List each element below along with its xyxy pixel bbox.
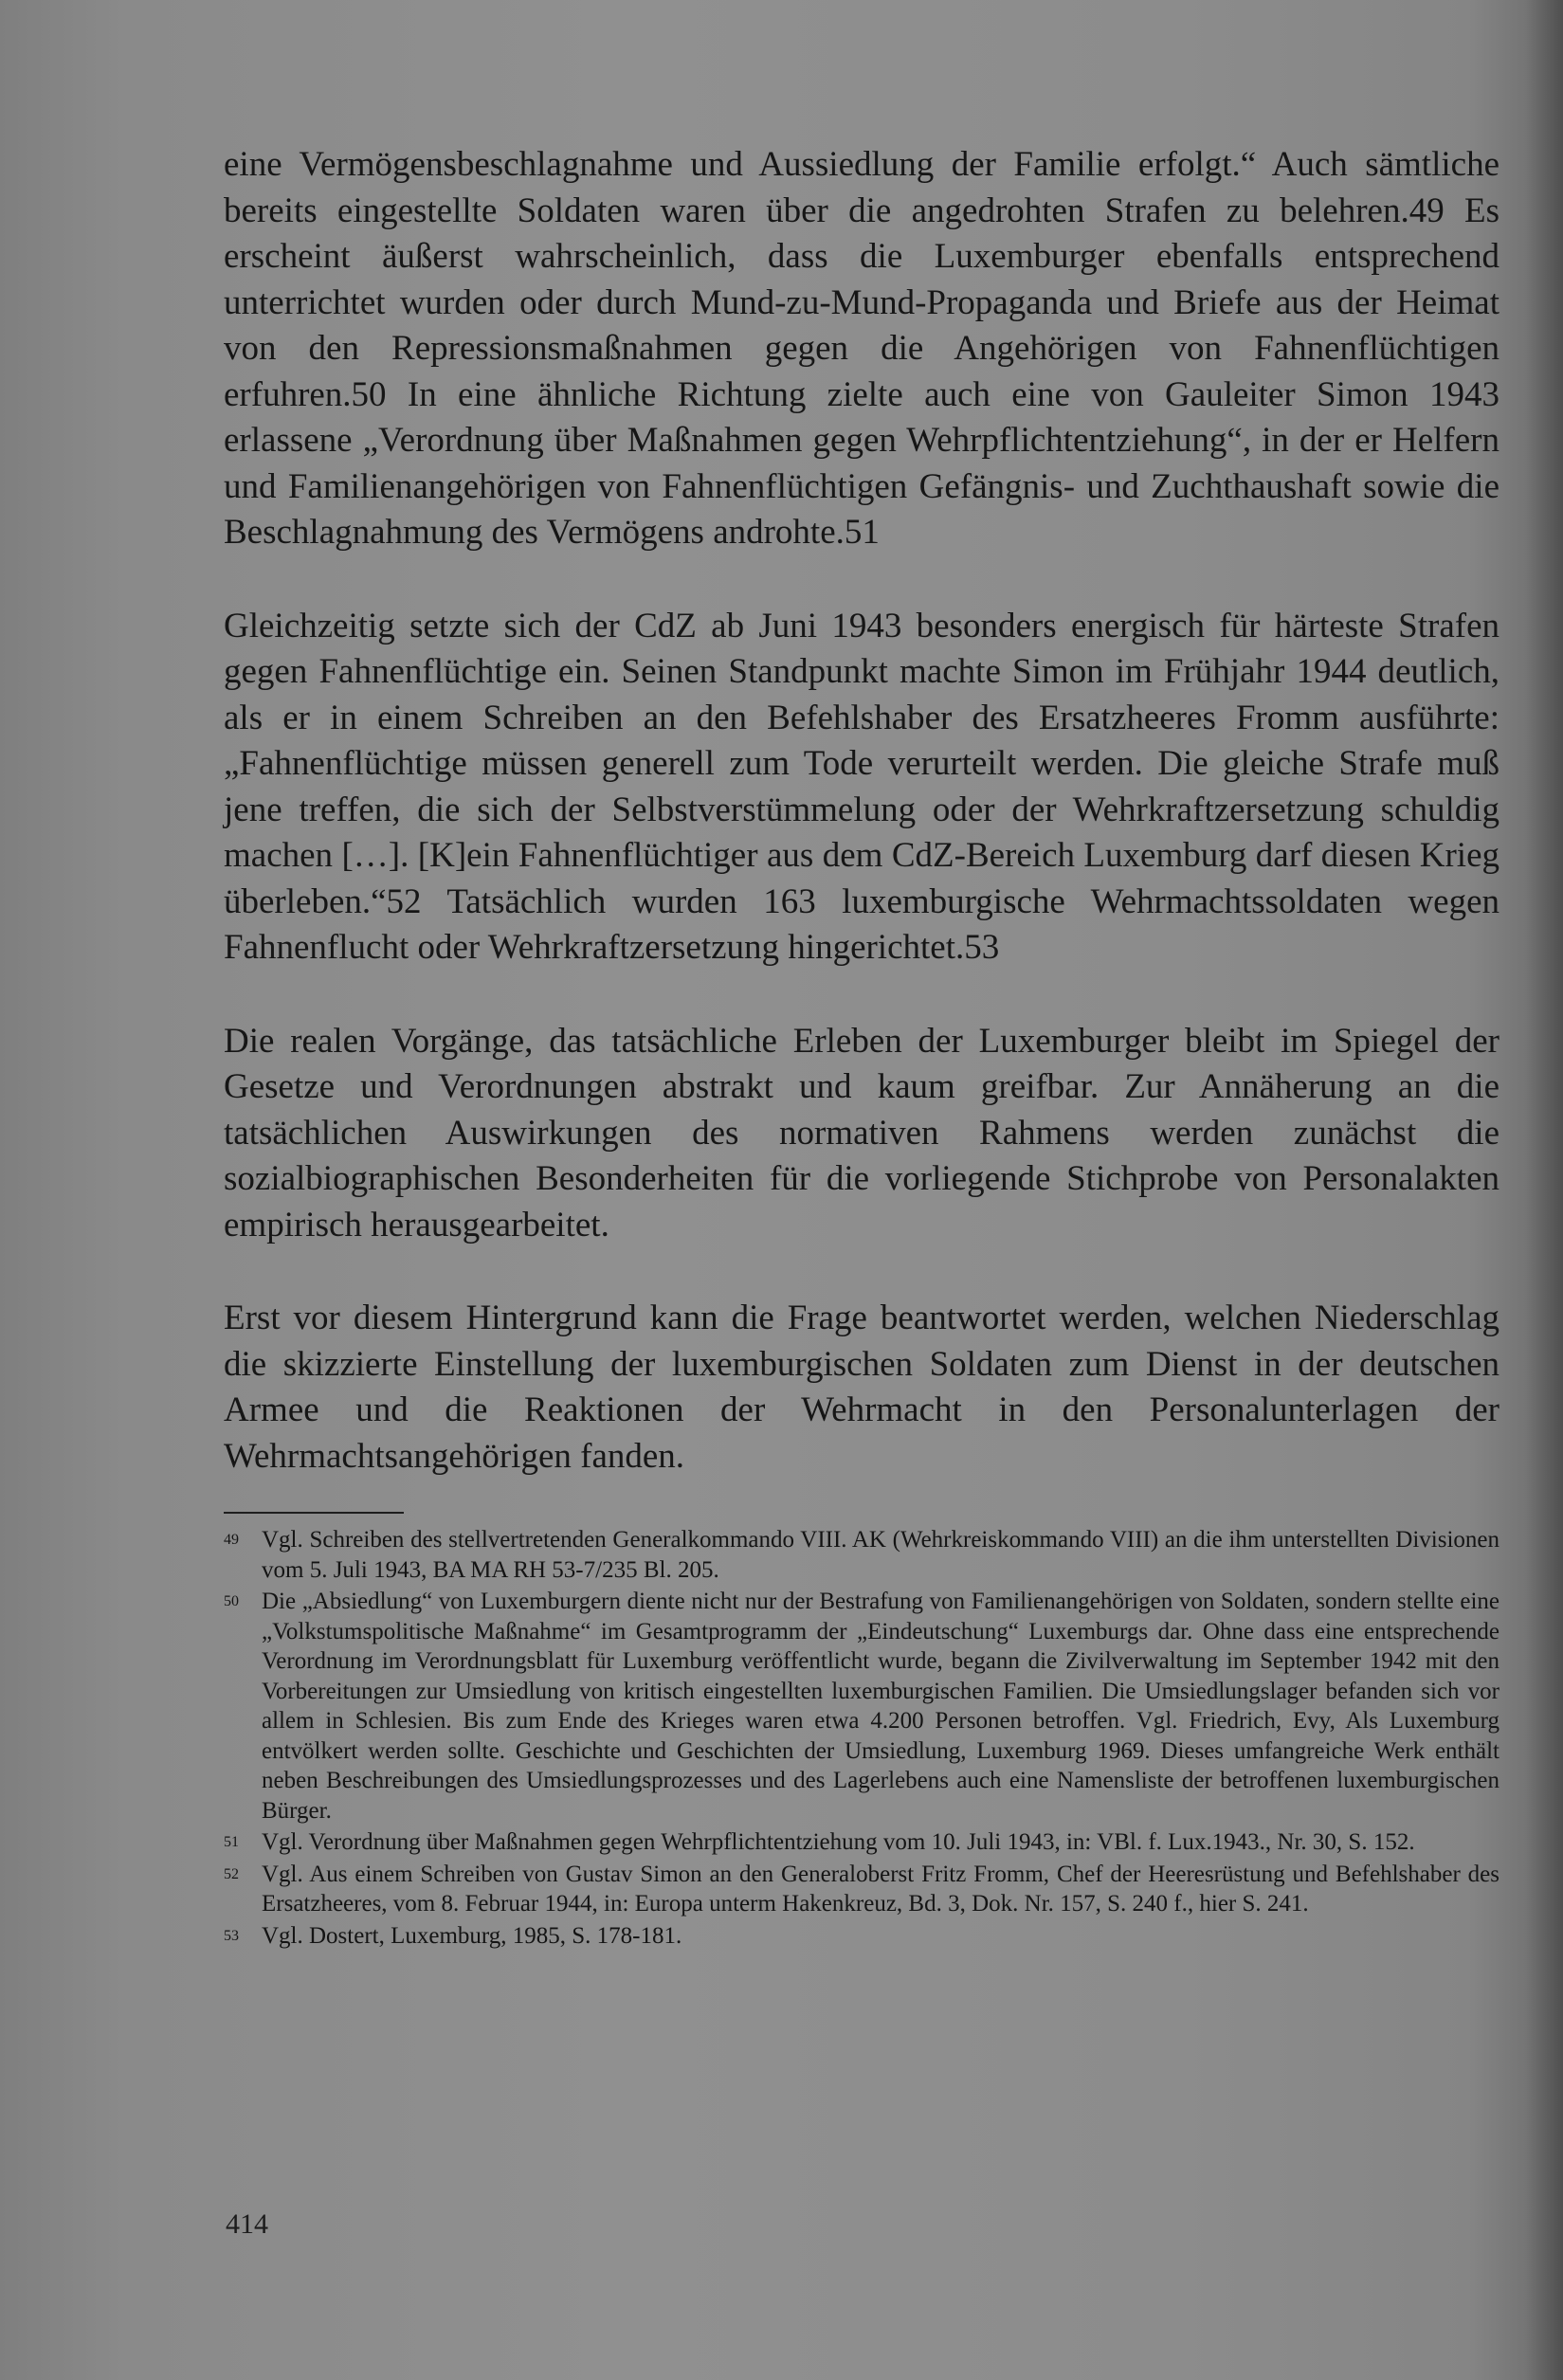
body-paragraph-2: Gleichzeitig setzte sich der CdZ ab Juni 1943 besonders energisch für härteste Strafen gegen Fahnenflüchtige ein. Seinen Standpunkt machte Simon im Frühjahr 1944 deutlich, als er in einem Schreiben an den Befehlshaber des Ersatzheeres Fromm ausführte: „Fahnenflüchtige müssen generell zum Tode verurteilt werden. Die gleiche Strafe muß jene treffen, die sich der Selbstverstümmelung oder der Wehrkraftzersetzung schuldig machen […]. [K]ein Fahnenflüchtiger aus dem CdZ-Bereich Luxemburg darf diesen Krieg überleben.“52 Tatsächlich wurden 163 luxemburgische Wehrmachtssoldaten wegen Fahnenflucht oder Wehrkraftzersetzung hingerichtet.53 <box>224 606 1499 967</box>
footnote-separator <box>224 1512 404 1514</box>
footnote-51 <box>224 1827 1499 1858</box>
footnote-text: Vgl. Schreiben des stellvertretenden Generalkommando VIII. AK (Wehrkreiskommando VIII) an die ihm unterstellten Divisionen vom 5. Juli 1943, BA MA RH 53-7/235 Bl. 205. <box>262 1527 1499 1583</box>
body-paragraph-4: Erst vor diesem Hintergrund kann die Frage beantwortet werden, welchen Niederschlag die skizzierte Einstellung der luxemburgischen Soldaten zum Dienst in der deutschen Armee und die Reaktionen der Wehrmacht in den Personalunterlagen der Wehrmachtsangehörigen fanden. <box>224 1299 1499 1476</box>
footnote-49 <box>224 1525 1499 1585</box>
footnote-text: Vgl. Dostert, Luxemburg, 1985, S. 178-181. <box>262 1922 682 1949</box>
footnotes-section <box>224 1525 1499 1951</box>
body-paragraph-3: Die realen Vorgänge, das tatsächliche Erleben der Luxemburger bleibt im Spiegel der Gesetze und Verordnungen abstrakt und kaum greifbar. Zur Annäherung an die tatsächlichen Auswirkungen des normativen Rahmens werden zunächst die sozialbiographischen Besonderheiten für die vorliegende Stichprobe von Personalakten empirisch herausgearbeitet. <box>224 1021 1499 1245</box>
footnote-text: Vgl. Aus einem Schreiben von Gustav Simon an den Generaloberst Fritz Fromm, Chef der Heeresrüstung und Befehlshaber des Ersatzheeres, vom 8. Februar 1944, in: Europa unterm Hakenkreuz, Bd. 3, Dok. Nr. 157, S. 240 f., hier S. 241. <box>262 1861 1499 1917</box>
footnote-text: Vgl. Verordnung über Maßnahmen gegen Wehrpflichtentziehung vom 10. Juli 1943, in: VBl. f. Lux.1943., Nr. 30, S. 152. <box>262 1829 1415 1855</box>
page-number: 414 <box>226 2208 268 2240</box>
body-paragraph-1: eine Vermögensbeschlagnahme und Aussiedlung der Familie erfolgt.“ Auch sämtliche bereits eingestellte Soldaten waren über die angedrohten Strafen zu belehren.49 Es erscheint äußerst wahrscheinlich, dass die Luxemburger ebenfalls entsprechend unterrichtet wurden oder durch Mund-zu-Mund-Propaganda und Briefe aus der Heimat von den Repressionsmaßnahmen gegen die Angehörigen von Fahnenflüchtigen erfuhren.50 In eine ähnliche Richtung zielte auch eine von Gauleiter Simon 1943 erlassene „Verordnung über Maßnahmen gegen Wehrpflichtentziehung“, in der er Helfern und Familienangehörigen von Fahnenflüchtigen Gefängnis- und Zuchthaushaft sowie die Beschlagnahmung des Vermögens androhte.51 <box>224 145 1499 552</box>
footnote-text: Die „Absiedlung“ von Luxemburgern diente nicht nur der Bestrafung von Familienangehörigen von Soldaten, sondern stellte eine „Volkstumspolitische Maßnahme“ im Gesamtprogramm der „Eindeutschung“ Luxemburgs dar. Ohne dass eine entsprechende Verordnung im Verordnungsblatt für Luxemburg veröffentlicht wurde, begann die Zivilverwaltung im September 1942 mit den Vorbereitungen zur Umsiedlung von kritisch eingestellten luxemburgischen Familien. Die Umsiedlungslager befanden sich vor allem in Schlesien. Bis zum Ende des Krieges waren etwa 4.200 Personen betroffen. Vgl. Friedrich, Evy, Als Luxemburg entvölkert werden sollte. Geschichte und Geschichten der Umsiedlung, Luxemburg 1969. Dieses umfangreiche Werk enthält neben Beschreibungen des Umsiedlungsprozesses und des Lagerlebens auch eine Namensliste der betroffenen luxemburgischen Bürger. <box>262 1589 1499 1824</box>
footnote-number: 50 <box>224 1593 239 1609</box>
footnote-number: 53 <box>224 1927 239 1944</box>
footnote-number: 51 <box>224 1834 239 1850</box>
footnote-50 <box>224 1587 1499 1826</box>
footnote-52 <box>224 1860 1499 1919</box>
footnote-number: 52 <box>224 1865 239 1882</box>
footnote-number: 49 <box>224 1532 239 1548</box>
text-block <box>224 142 1499 1953</box>
footnote-53 <box>224 1921 1499 1952</box>
